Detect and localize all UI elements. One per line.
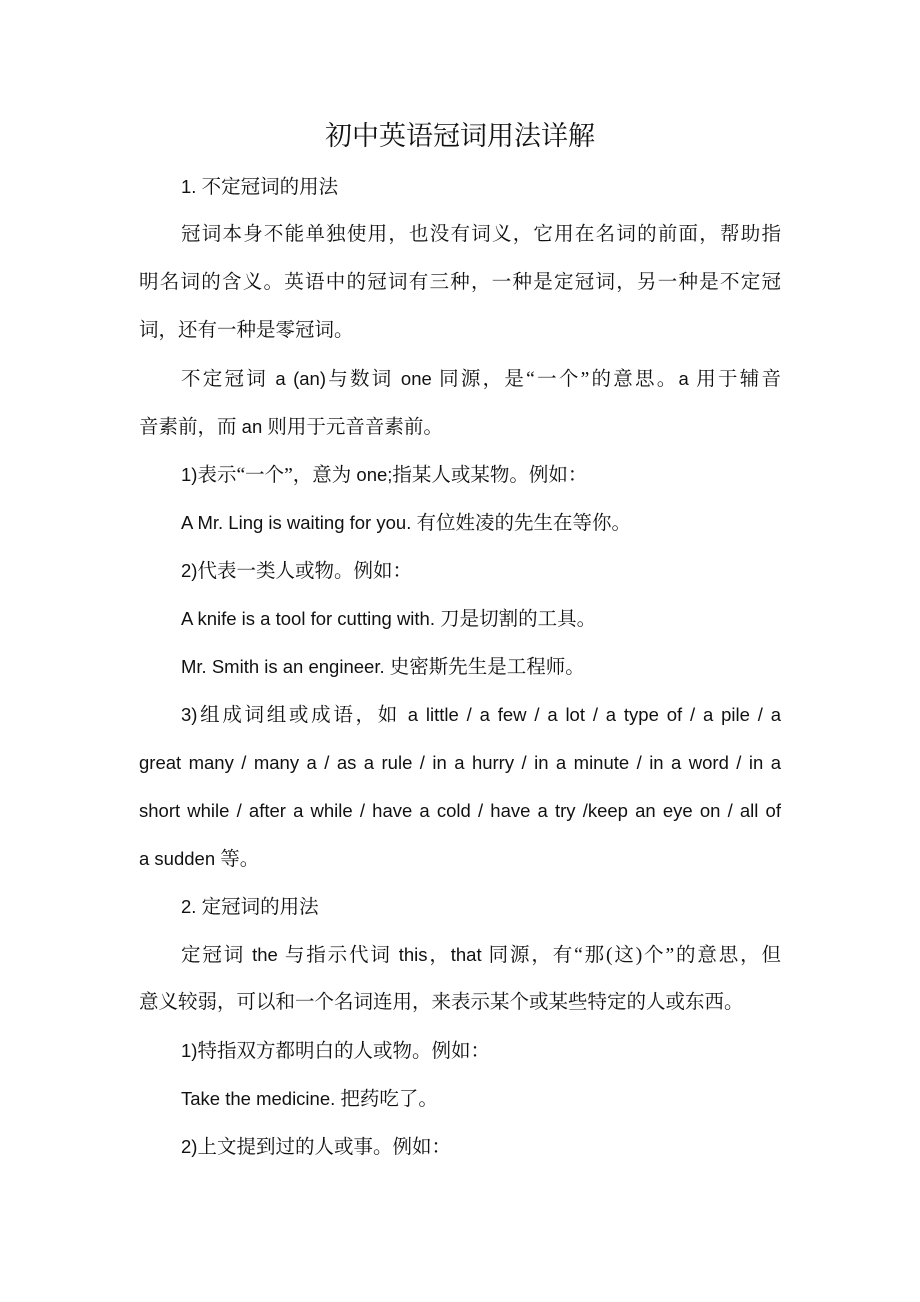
latin-text: 1) <box>181 1040 198 1061</box>
paragraph <box>139 355 781 451</box>
text-line: a sudden 等。 <box>139 848 260 870</box>
latin-text: Take the medicine. <box>181 1088 341 1109</box>
paragraph <box>139 883 781 931</box>
latin-text: great many / many a / as a rule / in a hurry / in a minute / in a word / in a <box>139 752 781 773</box>
paragraph <box>139 643 781 691</box>
text-line: 2)上文提到过的人或事。例如： <box>181 1136 451 1158</box>
latin-text: this <box>391 944 428 965</box>
text-line: 词，还有一种是零冠词。 <box>139 320 354 341</box>
latin-text: a (an) <box>268 368 326 389</box>
paragraph <box>139 1075 781 1123</box>
text-line: 意义较弱，可以和一个名词连用，来表示某个或某些特定的人或东西。 <box>139 992 744 1013</box>
paragraph <box>139 931 781 1027</box>
text-line: 明名词的含义。英语中的冠词有三种，一种是定冠词，另一种是不定冠 <box>139 272 781 293</box>
latin-text: Mr. Smith is an engineer. <box>181 656 390 677</box>
text-line: 2. 定冠词的用法 <box>181 896 319 918</box>
text-line: 2)代表一类人或物。例如： <box>181 560 412 582</box>
paragraph <box>139 1027 781 1075</box>
paragraph <box>139 499 781 547</box>
latin-text: one; <box>351 464 393 485</box>
latin-text: 2) <box>181 560 198 581</box>
latin-text: A Mr. Ling is waiting for you. <box>181 512 417 533</box>
text-line: 音素前，而 an 则用于元音音素前。 <box>139 416 443 438</box>
text-line <box>139 739 781 787</box>
text-line: 3)组成词组或成语，如 a little / a few / a lot / a type of / a pile / a <box>181 704 781 726</box>
text-line: 冠词本身不能单独使用，也没有词义，它用在名词的前面，帮助指 <box>181 224 781 245</box>
latin-text: an <box>236 416 268 437</box>
text-line: Take the medicine. 把药吃了。 <box>181 1088 438 1110</box>
latin-text: 2. <box>181 896 202 917</box>
paragraph <box>139 595 781 643</box>
text-line: 1)特指双方都明白的人或物。例如： <box>181 1040 490 1062</box>
text-line: Mr. Smith is an engineer. 史密斯先生是工程师。 <box>181 656 585 678</box>
latin-text: A knife is a tool for cutting with. <box>181 608 441 629</box>
text-line: 1)表示“一个”，意为 one;指某人或某物。例如： <box>181 464 588 486</box>
text-line: 不定冠词 a (an)与数词 one 同源，是“一个”的意思。a 用于辅音 <box>181 368 781 390</box>
paragraph <box>139 1123 781 1171</box>
text-line: A Mr. Ling is waiting for you. 有位姓凌的先生在等你。 <box>181 512 631 534</box>
text-line: 1. 不定冠词的用法 <box>181 176 339 198</box>
latin-text: a sudden <box>139 848 221 869</box>
paragraph <box>139 691 781 883</box>
latin-text: a <box>678 368 697 389</box>
paragraph <box>139 547 781 595</box>
latin-text: 3) <box>181 704 198 725</box>
latin-text: one <box>393 368 440 389</box>
latin-text: 1) <box>181 464 198 485</box>
latin-text: that <box>450 944 489 965</box>
latin-text: a little / a few / a lot / a type of / a pile / a <box>399 704 781 725</box>
document-body <box>139 163 781 1171</box>
text-line: A knife is a tool for cutting with. 刀是切割的工具。 <box>181 608 597 630</box>
latin-text: 1. <box>181 176 202 197</box>
text-line <box>139 787 781 835</box>
paragraph <box>139 211 781 355</box>
text-line: 定冠词 the 与指示代词 this，that 同源，有“那(这)个”的意思，但 <box>181 944 781 966</box>
paragraph <box>139 163 781 211</box>
latin-text: 2) <box>181 1136 198 1157</box>
latin-text: the <box>245 944 285 965</box>
paragraph <box>139 451 781 499</box>
document-title: 初中英语冠词用法详解 <box>325 121 595 151</box>
latin-text: short while / after a while / have a cold / have a try /keep an eye on / all of <box>139 800 781 821</box>
